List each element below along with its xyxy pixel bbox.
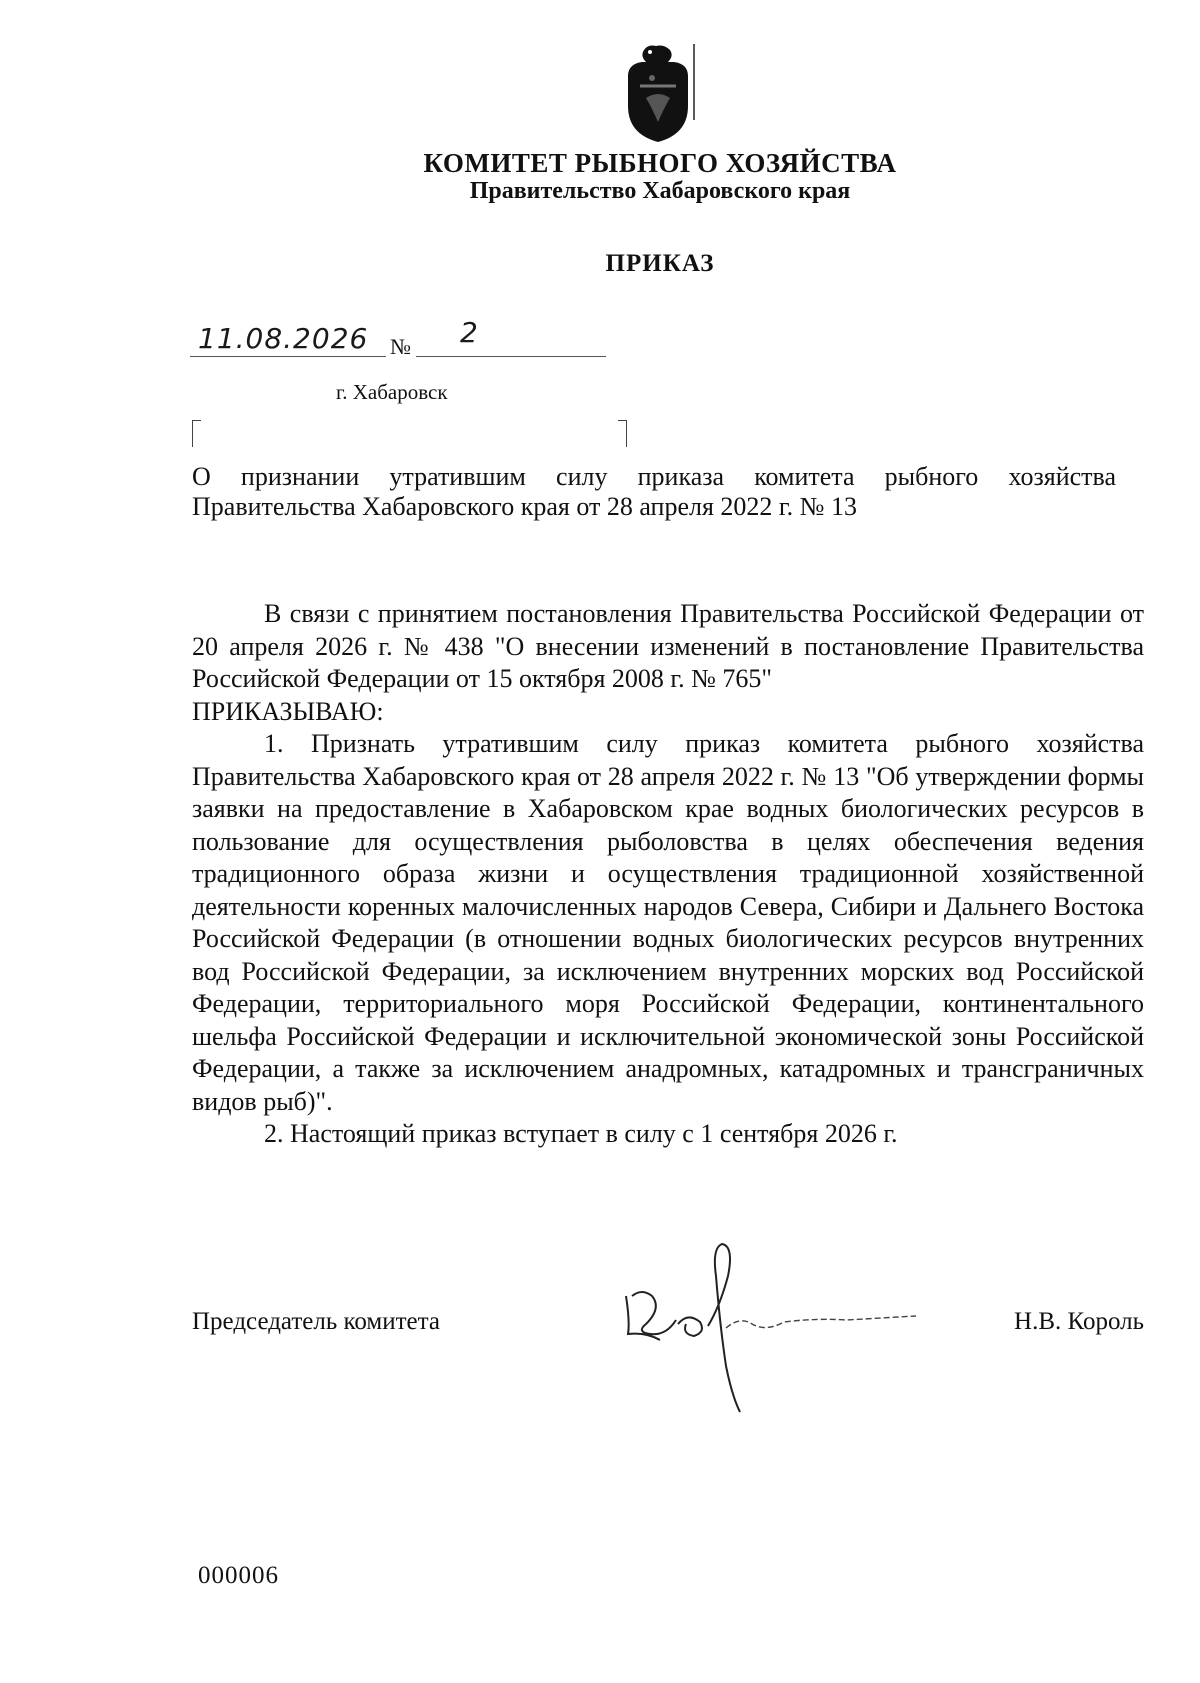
document-body <box>192 598 1144 1151</box>
handwritten-date: 11.08.2026 <box>198 322 369 355</box>
number-underline <box>416 356 606 357</box>
coat-of-arms-emblem <box>618 42 706 146</box>
organization-name: КОМИТЕТ РЫБНОГО ХОЗЯЙСТВА <box>423 148 897 178</box>
subject-bracket-left <box>192 420 201 447</box>
preamble-paragraph: В связи с принятием постановления Правительства Российской Федерации от 20 апреля 2026 г. № 438 "О внесении изменений в постановление Правительства Российской Федерации от 15 октября 2008 г. № 765" <box>192 599 1144 693</box>
handwritten-signature <box>616 1236 956 1416</box>
organization-subtitle: Правительство Хабаровского края <box>469 178 851 204</box>
subject-bracket-right <box>618 420 627 447</box>
signatory-title: Председатель комитета <box>192 1308 440 1335</box>
number-sign: № <box>390 334 411 359</box>
date-underline <box>190 356 386 357</box>
city-label: г. Хабаровск <box>336 380 448 404</box>
order-item-2: 2. Настоящий приказ вступает в силу с 1 сентября 2026 г. <box>264 1119 898 1148</box>
handwritten-number: 2 <box>460 316 478 349</box>
document-type-title: ПРИКАЗ <box>605 250 715 277</box>
page-code: 000006 <box>198 1562 279 1589</box>
order-word: ПРИКАЗЫВАЮ: <box>192 696 384 726</box>
document-subject: О признании утратившим силу приказа комитета рыбного хозяйства Правительства Хабаровского края от 28 апреля 2022 г. № 13 <box>192 462 1116 521</box>
date-number-line <box>190 316 610 360</box>
signatory-name: Н.В. Король <box>1014 1308 1144 1335</box>
order-item-1: 1. Признать утратившим силу приказ комитета рыбного хозяйства Правительства Хабаровского края от 28 апреля 2022 г. № 13 "Об утверждении формы заявки на предоставление в Хабаровском крае водных биологических ресурсов в пользование для осуществления рыболовства в целях обеспечения ведения традиционного образа жизни и осуществления традиционной хозяйственной деятельности коренных малочисленных народов Севера, Сибири и Дальнего Востока Российской Федерации (в отношении водных биологических ресурсов внутренних вод Российской Федерации, за исключением внутренних морских вод Российской Федерации, территориального моря Российской Федерации, континентального шельфа Российской Федерации и исключительной экономической зоны Российской Федерации, а также за исключением анадромных, катадромных и трансграничных видов рыб)". <box>192 729 1144 1116</box>
